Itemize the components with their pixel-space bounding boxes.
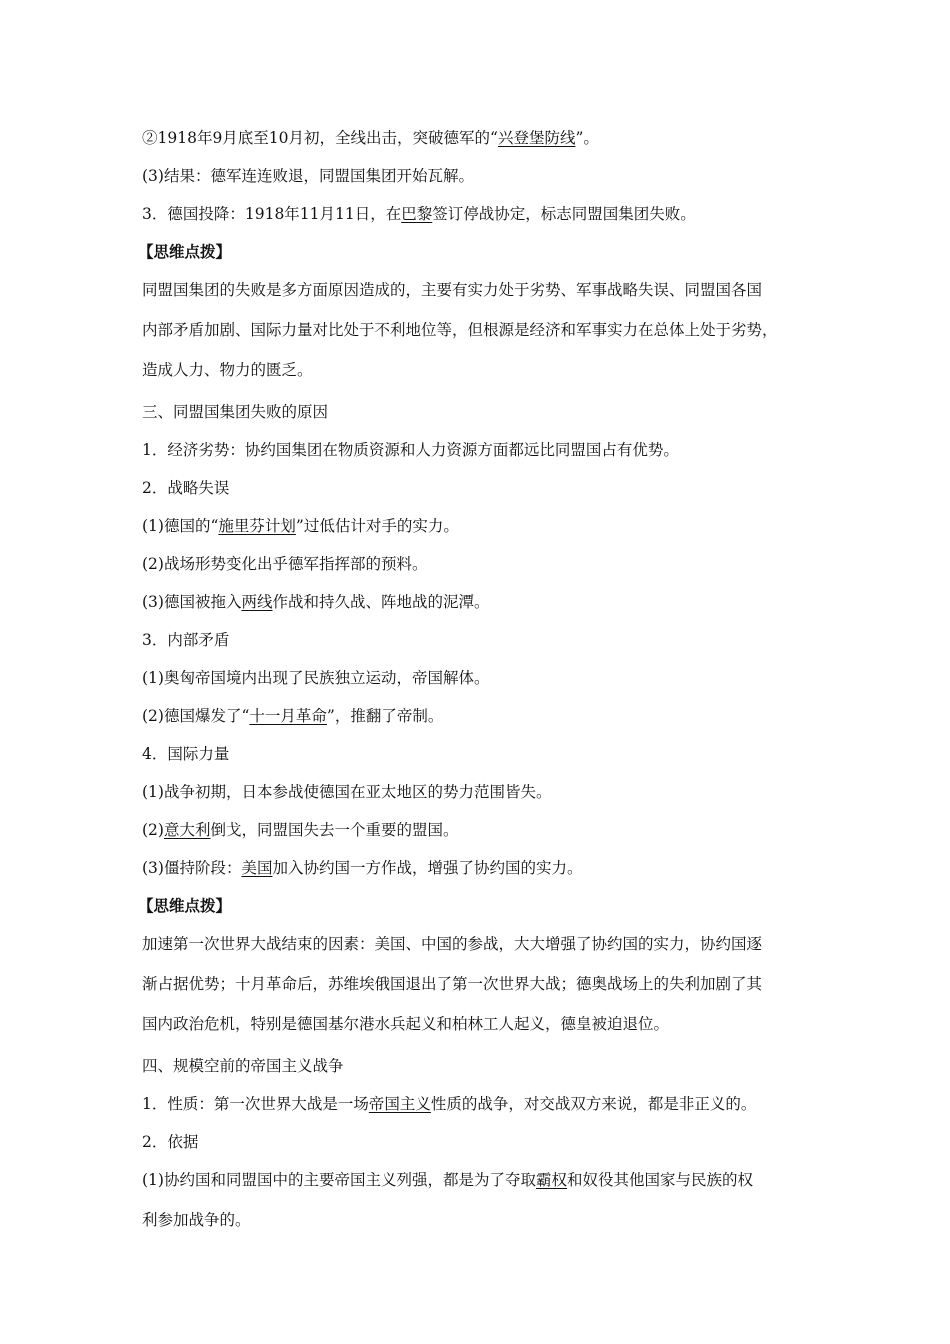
text-segment: ”。 [575,129,599,147]
text-segment: 利参加战争的。 [142,1211,251,1229]
text-segment: 【思维点拨】 [138,896,232,915]
text-line [142,1210,251,1230]
text-line [142,1132,198,1152]
text-segment: 3．德国投降：1918年11月11日，在 [142,205,402,223]
text-segment: 加速第一次世界大战结束的因素：美国、中国的参战，大大增强了协约国的实力，协约国逐 [142,935,763,953]
text-line [142,1014,669,1034]
text-line [142,668,489,688]
text-line [142,974,762,994]
text-line [142,934,762,954]
text-line [142,1094,756,1114]
text-line [142,592,490,612]
underlined-term: 霸权 [535,1171,567,1189]
text-segment: (1)德国的“ [142,517,219,535]
text-line [142,204,696,224]
text-segment: ”过低估计对手的实力。 [295,517,459,535]
text-line [142,360,313,380]
text-line [142,478,229,498]
underlined-term: 两线 [241,593,273,611]
text-line [142,744,229,764]
underlined-term: 帝国主义 [368,1095,431,1113]
text-line [142,128,599,148]
section-heading [138,896,231,916]
text-line [142,402,328,422]
text-segment: 4．国际力量 [142,745,230,763]
underlined-term: 美国 [241,859,273,877]
text-line [142,280,762,300]
text-segment: (3)德国被拖入 [142,593,242,611]
text-segment: 三、同盟国集团失败的原因 [142,403,329,421]
text-segment: (2) [142,821,164,839]
text-segment: 作战和持久战、阵地战的泥潭。 [272,593,490,611]
text-segment: 加入协约国一方作战，增强了协约国的实力。 [272,859,583,877]
text-segment: 3．内部矛盾 [142,631,230,649]
underlined-term: 施里芬计划 [218,517,296,535]
text-segment: (3)结果：德军连连败退，同盟国集团开始瓦解。 [142,167,474,185]
section-heading [138,242,231,262]
text-line [142,782,551,802]
text-segment: 2．依据 [142,1133,199,1151]
underlined-term: 兴登堡防线 [497,129,576,147]
text-segment: (1)奥匈帝国境内出现了民族独立运动，帝国解体。 [142,669,490,687]
text-segment: 渐占据优势；十月革命后，苏维埃俄国退出了第一次世界大战；德奥战场上的失利加剧了其 [142,975,763,993]
underlined-term: 十一月革命 [249,707,327,725]
text-segment: 内部矛盾加剧、国际力量对比处于不利地位等，但根源是经济和军事实力在总体上处于劣势， [142,321,778,339]
text-line [142,554,427,574]
text-segment: 1．性质：第一次世界大战是一场 [142,1095,369,1113]
text-segment: 同盟国集团的失败是多方面原因造成的，主要有实力处于劣势、军事战略失误、同盟国各国 [142,281,763,299]
text-segment: 1．经济劣势：协约国集团在物质资源和人力资源方面都远比同盟国占有优势。 [142,441,679,459]
text-segment: 国内政治危机，特别是德国基尔港水兵起义和柏林工人起义，德皇被迫退位。 [142,1015,670,1033]
text-line [142,1056,344,1076]
text-segment: 四、规模空前的帝国主义战争 [142,1057,344,1075]
text-segment: 【思维点拨】 [138,242,232,261]
text-segment: (1)战争初期，日本参战使德国在亚太地区的势力范围皆失。 [142,783,552,801]
text-line [142,820,459,840]
text-segment: 2．战略失误 [142,479,230,497]
text-segment: ”，推翻了帝制。 [326,707,444,725]
text-segment: 性质的战争，对交战双方来说，都是非正义的。 [430,1095,757,1113]
text-segment: ②1918年9月底至10月初，全线出击，突破德军的“ [142,129,498,147]
text-line [142,320,778,340]
text-line [142,858,583,878]
text-line [142,166,474,186]
text-segment: (3)僵持阶段： [142,859,242,877]
text-line [142,706,443,726]
underlined-term: 意大利 [163,821,211,839]
text-line [142,1170,753,1190]
text-segment: (2)德国爆发了“ [142,707,250,725]
text-segment: 和奴役其他国家与民族的权 [566,1171,753,1189]
underlined-term: 巴黎 [401,205,433,223]
text-line [142,440,679,460]
text-line [142,516,459,536]
text-segment: (2)战场形势变化出乎德军指挥部的预料。 [142,555,428,573]
text-segment: (1)协约国和同盟国中的主要帝国主义列强，都是为了夺取 [142,1171,536,1189]
text-segment: 签订停战协定，标志同盟国集团失败。 [432,205,696,223]
text-line [142,630,229,650]
text-segment: 倒戈，同盟国失去一个重要的盟国。 [210,821,459,839]
text-segment: 造成人力、物力的匮乏。 [142,361,313,379]
